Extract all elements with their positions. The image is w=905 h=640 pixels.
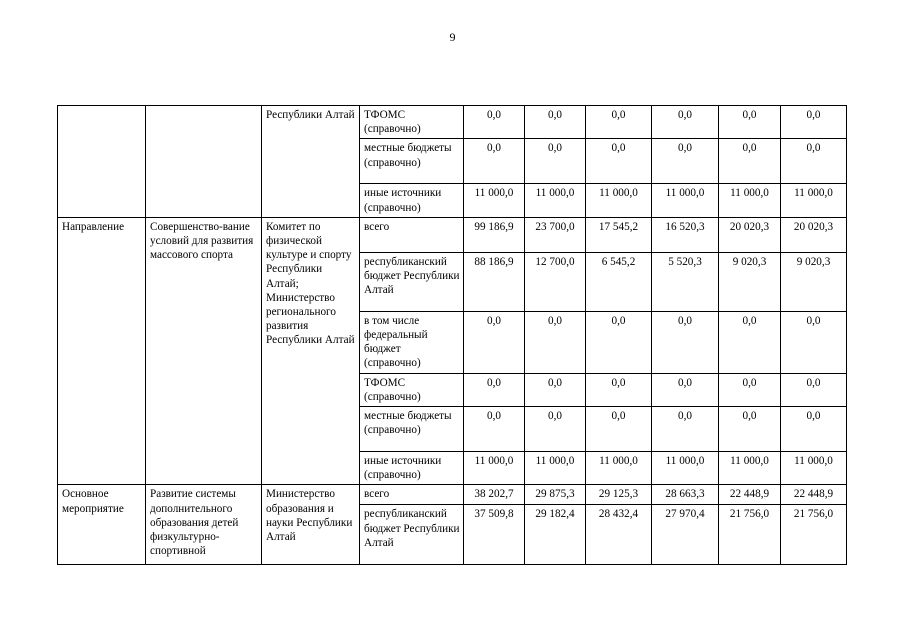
amount-cell: 11 000,0: [586, 184, 652, 217]
item-title-cell: [146, 106, 262, 218]
amount-cell: 0,0: [586, 139, 652, 184]
amount-cell: 27 970,4: [652, 505, 719, 565]
amount-cell: 22 448,9: [719, 485, 781, 505]
funding-source-cell: ТФОМС (справочно): [360, 106, 464, 139]
amount-cell: 22 448,9: [781, 485, 847, 505]
item-type-cell: Основное мероприятие: [58, 485, 146, 565]
amount-cell: 0,0: [464, 373, 525, 406]
amount-cell: 0,0: [525, 373, 586, 406]
amount-cell: 38 202,7: [464, 485, 525, 505]
amount-cell: 11 000,0: [525, 184, 586, 217]
amount-cell: 0,0: [586, 407, 652, 452]
amount-cell: 0,0: [464, 311, 525, 373]
funding-source-cell: республиканский бюджет Республики Алтай: [360, 505, 464, 565]
funding-source-cell: ТФОМС (справочно): [360, 373, 464, 406]
table-row: [58, 106, 847, 139]
amount-cell: 0,0: [781, 407, 847, 452]
amount-cell: 0,0: [525, 311, 586, 373]
amount-cell: 0,0: [586, 373, 652, 406]
page-number: 9: [449, 30, 456, 44]
amount-cell: 16 520,3: [652, 217, 719, 252]
amount-cell: 11 000,0: [464, 184, 525, 217]
amount-cell: 0,0: [464, 106, 525, 139]
amount-cell: 0,0: [652, 106, 719, 139]
item-type-cell: [58, 106, 146, 218]
item-title-cell: Развитие системы дополнительного образования детей физкультурно-спортивной: [146, 485, 262, 565]
amount-cell: 11 000,0: [719, 184, 781, 217]
amount-cell: 0,0: [719, 407, 781, 452]
amount-cell: 0,0: [652, 311, 719, 373]
amount-cell: 0,0: [719, 106, 781, 139]
amount-cell: 0,0: [781, 139, 847, 184]
amount-cell: 0,0: [652, 407, 719, 452]
budget-table: [57, 105, 847, 565]
amount-cell: 9 020,3: [781, 252, 847, 311]
amount-cell: 99 186,9: [464, 217, 525, 252]
executor-cell: Республики Алтай: [262, 106, 360, 218]
funding-source-cell: местные бюджеты (справочно): [360, 407, 464, 452]
amount-cell: 11 000,0: [586, 452, 652, 485]
funding-source-cell: иные источники (справочно): [360, 184, 464, 217]
amount-cell: 21 756,0: [781, 505, 847, 565]
amount-cell: 0,0: [719, 373, 781, 406]
amount-cell: 0,0: [586, 106, 652, 139]
amount-cell: 0,0: [525, 407, 586, 452]
funding-source-cell: республиканский бюджет Республики Алтай: [360, 252, 464, 311]
amount-cell: 28 663,3: [652, 485, 719, 505]
executor-cell: Министерство образования и науки Республики Алтай: [262, 485, 360, 565]
amount-cell: 0,0: [525, 139, 586, 184]
amount-cell: 88 186,9: [464, 252, 525, 311]
amount-cell: 29 875,3: [525, 485, 586, 505]
amount-cell: 0,0: [652, 139, 719, 184]
amount-cell: 29 182,4: [525, 505, 586, 565]
executor-cell: Комитет по физической культуре и спорту Республики Алтай; Министерство регионального развития Республики Алтай: [262, 217, 360, 485]
amount-cell: 0,0: [719, 139, 781, 184]
amount-cell: 20 020,3: [781, 217, 847, 252]
amount-cell: 12 700,0: [525, 252, 586, 311]
funding-source-cell: местные бюджеты (справочно): [360, 139, 464, 184]
amount-cell: 21 756,0: [719, 505, 781, 565]
amount-cell: 37 509,8: [464, 505, 525, 565]
amount-cell: 11 000,0: [652, 452, 719, 485]
funding-source-cell: всего: [360, 485, 464, 505]
amount-cell: 17 545,2: [586, 217, 652, 252]
item-type-cell: Направление: [58, 217, 146, 485]
table-row: [58, 217, 847, 252]
amount-cell: 29 125,3: [586, 485, 652, 505]
amount-cell: 11 000,0: [719, 452, 781, 485]
amount-cell: 0,0: [652, 373, 719, 406]
amount-cell: 28 432,4: [586, 505, 652, 565]
amount-cell: 11 000,0: [781, 184, 847, 217]
amount-cell: 0,0: [525, 106, 586, 139]
amount-cell: 6 545,2: [586, 252, 652, 311]
amount-cell: 11 000,0: [781, 452, 847, 485]
amount-cell: 0,0: [719, 311, 781, 373]
amount-cell: 11 000,0: [652, 184, 719, 217]
funding-source-cell: в том числе федеральный бюджет (справочно): [360, 311, 464, 373]
amount-cell: 0,0: [586, 311, 652, 373]
funding-source-cell: иные источники (справочно): [360, 452, 464, 485]
table-row: [58, 485, 847, 505]
amount-cell: 9 020,3: [719, 252, 781, 311]
funding-source-cell: всего: [360, 217, 464, 252]
amount-cell: 11 000,0: [525, 452, 586, 485]
item-title-cell: Совершенство-вание условий для развития массового спорта: [146, 217, 262, 485]
amount-cell: 0,0: [464, 407, 525, 452]
amount-cell: 23 700,0: [525, 217, 586, 252]
amount-cell: 20 020,3: [719, 217, 781, 252]
amount-cell: 5 520,3: [652, 252, 719, 311]
amount-cell: 0,0: [781, 106, 847, 139]
amount-cell: 0,0: [464, 139, 525, 184]
amount-cell: 11 000,0: [464, 452, 525, 485]
amount-cell: 0,0: [781, 311, 847, 373]
amount-cell: 0,0: [781, 373, 847, 406]
